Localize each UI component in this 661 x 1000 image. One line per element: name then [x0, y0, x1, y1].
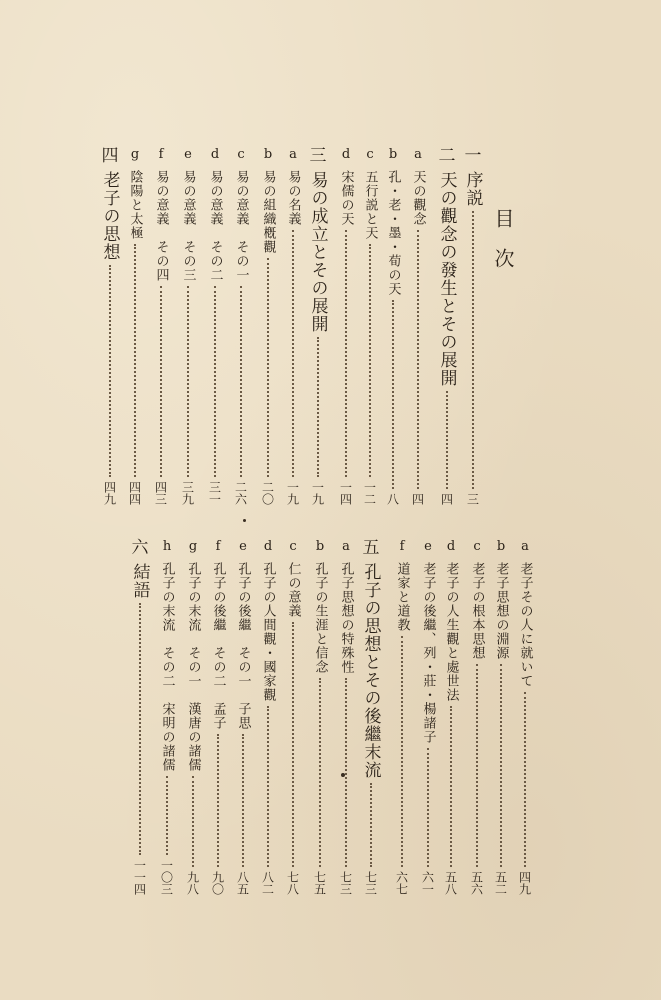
- dot-leader: [370, 783, 372, 867]
- toc-entry-page-number: 一二: [362, 481, 377, 505]
- dot-leader: [292, 230, 294, 477]
- toc-entry: [231, 540, 255, 895]
- toc-entry: [149, 148, 173, 505]
- toc-entry-marker: a: [289, 147, 297, 162]
- dot-leader: [319, 678, 321, 867]
- dot-leader: [217, 734, 219, 867]
- dot-leader: [240, 286, 242, 477]
- toc-entry: [461, 148, 485, 505]
- toc-entry-page-number: 四九: [102, 481, 117, 505]
- page-title: 目次: [491, 208, 515, 288]
- toc-entry-label: 老子その人に就いて: [517, 562, 533, 688]
- toc-entry-label: 結語: [129, 563, 150, 599]
- toc-entry-page-number: 五二: [493, 871, 508, 895]
- toc-entry-marker: e: [184, 147, 192, 162]
- toc-entry-label: 天の觀念: [410, 170, 426, 226]
- dot-leader: [292, 622, 294, 867]
- toc-entry-page-number: 二〇: [260, 481, 275, 505]
- toc-entry: [358, 148, 382, 505]
- toc-entry-label: 五行説と天: [362, 170, 378, 240]
- toc-entry: [489, 540, 513, 895]
- toc-entry-page-number: 八: [385, 493, 400, 505]
- toc-entry-marker: c: [237, 147, 245, 162]
- toc-entry-marker: a: [414, 147, 422, 162]
- toc-entry-marker: f: [215, 539, 221, 554]
- toc-entry-marker: b: [263, 147, 273, 162]
- toc-entry-label: 孔子の後繼 その二 孟子: [210, 562, 226, 730]
- dot-leader: [109, 265, 111, 477]
- toc-entry-label: 仁の意義: [285, 562, 301, 618]
- toc-entry-marker: 五: [362, 538, 380, 558]
- paper-speck: [243, 519, 246, 522]
- toc-entry: [256, 148, 280, 505]
- toc-entry-label: 老子の人生觀と處世法: [443, 562, 459, 702]
- dot-leader: [472, 211, 474, 489]
- toc-entry-label: 老子思想の淵源: [493, 562, 509, 660]
- toc-entry: [206, 540, 230, 895]
- toc-entry: [416, 540, 440, 895]
- toc-entry-marker: f: [158, 147, 164, 162]
- toc-entry: [281, 540, 305, 895]
- toc-entry: [306, 148, 330, 505]
- toc-entry-label: 易の組織槪觀: [260, 170, 276, 254]
- dot-leader: [345, 678, 347, 867]
- toc-entry: [176, 148, 200, 505]
- dot-leader: [139, 603, 141, 855]
- toc-entry-marker: c: [289, 539, 297, 554]
- toc-entry: [381, 148, 405, 505]
- dot-leader: [242, 734, 244, 867]
- toc-entry-page-number: 四九: [517, 871, 532, 895]
- dot-leader: [317, 337, 319, 477]
- toc-entry-page-number: 三一: [207, 481, 222, 505]
- toc-entry-label: 陰陽と太極: [127, 170, 143, 240]
- toc-entry-marker: e: [424, 539, 432, 554]
- toc-entry-page-number: 一九: [310, 481, 325, 505]
- toc-entry: [98, 148, 122, 505]
- toc-entry-marker: d: [446, 539, 456, 554]
- dot-leader: [417, 230, 419, 489]
- dot-leader: [267, 258, 269, 477]
- toc-entry: [229, 148, 253, 505]
- toc-entry: [390, 540, 414, 895]
- dot-leader: [214, 286, 216, 477]
- dot-leader: [166, 776, 168, 855]
- dot-leader: [134, 244, 136, 477]
- toc-entry: [465, 540, 489, 895]
- toc-entry-marker: c: [366, 147, 374, 162]
- toc-entry-marker: 一: [464, 146, 482, 166]
- toc-entry-label: 孔子思想の特殊性: [338, 562, 354, 674]
- toc-entry-label: 易の意義 その四: [153, 170, 169, 282]
- toc-entry-marker: 二: [438, 146, 456, 166]
- toc-entry-marker: f: [399, 539, 405, 554]
- toc-entry-marker: h: [162, 539, 172, 554]
- toc-entry-page-number: 一四: [338, 481, 353, 505]
- dot-leader: [160, 286, 162, 477]
- toc-entry: [334, 148, 358, 505]
- toc-entry: [334, 540, 358, 895]
- toc-entry-marker: b: [315, 539, 325, 554]
- toc-entry: [281, 148, 305, 505]
- toc-entry-marker: 六: [131, 538, 149, 558]
- toc-entry-marker: b: [496, 539, 506, 554]
- toc-entry: [439, 540, 463, 895]
- toc-entry-marker: d: [341, 147, 351, 162]
- toc-entry-page-number: 二六: [233, 481, 248, 505]
- toc-entry: [359, 540, 383, 895]
- toc-entry-marker: d: [210, 147, 220, 162]
- toc-entry-marker: g: [188, 539, 198, 554]
- toc-entry-page-number: 三九: [180, 481, 195, 505]
- toc-entry: [123, 148, 147, 505]
- dot-leader: [446, 391, 448, 489]
- toc-entry: [406, 148, 430, 505]
- dot-leader: [401, 636, 403, 867]
- toc-entry-label: 老子の根本思想: [469, 562, 485, 660]
- toc-entry-marker: a: [521, 539, 529, 554]
- toc-entry-page-number: 六一: [420, 871, 435, 895]
- toc-entry: [435, 148, 459, 505]
- toc-entry-label: 易の成立とその展開: [307, 171, 328, 333]
- toc-entry-page-number: 五八: [443, 871, 458, 895]
- dot-leader: [392, 300, 394, 489]
- toc-entry-marker: e: [239, 539, 247, 554]
- toc-entry-marker: g: [130, 147, 140, 162]
- dot-leader: [427, 748, 429, 867]
- toc-entry-label: 孔・老・墨・荀の天: [385, 170, 401, 296]
- dot-leader: [500, 664, 502, 867]
- dot-leader: [524, 692, 526, 867]
- toc-entry-label: 孔子の後繼 その一 子思: [235, 562, 251, 730]
- toc-entry-page-number: 八二: [260, 871, 275, 895]
- toc-entry: [308, 540, 332, 895]
- dot-leader: [476, 664, 478, 867]
- dot-leader: [345, 230, 347, 477]
- toc-entry-page-number: 七三: [363, 871, 378, 895]
- toc-entry-label: 易の意義 その二: [207, 170, 223, 282]
- toc-entry-label: 孔子の末流 その一 漢唐の諸儒: [185, 562, 201, 772]
- toc-entry: [155, 540, 179, 895]
- toc-entry-marker: d: [263, 539, 273, 554]
- toc-entry: [203, 148, 227, 505]
- toc-entry-page-number: 一〇三: [159, 859, 174, 895]
- toc-entry-label: 序説: [462, 171, 483, 207]
- dot-leader: [187, 286, 189, 477]
- toc-entry-page-number: 四四: [127, 481, 142, 505]
- toc-entry-marker: 四: [101, 146, 119, 166]
- toc-entry-label: 易の意義 その一: [233, 170, 249, 282]
- toc-entry: [513, 540, 537, 895]
- toc-entry-page-number: 一一四: [132, 859, 147, 895]
- toc-entry: [181, 540, 205, 895]
- toc-entry-label: 天の觀念の發生とその展開: [436, 171, 457, 387]
- toc-entry-label: 道家と道教: [394, 562, 410, 632]
- toc-entry-page-number: 九八: [185, 871, 200, 895]
- toc-entry-label: 宋儒の天: [338, 170, 354, 226]
- toc-entry-page-number: 四三: [153, 481, 168, 505]
- toc-entry-marker: b: [388, 147, 398, 162]
- toc-entry-page-number: 八五: [235, 871, 250, 895]
- toc-entry-marker: a: [342, 539, 350, 554]
- toc-entry-page-number: 九〇: [210, 871, 225, 895]
- toc-entry-label: 孔子の人間觀・國家觀: [260, 562, 276, 702]
- toc-entry-label: 孔子の末流 その二 宋明の諸儒: [159, 562, 175, 772]
- toc-entry-marker: c: [473, 539, 481, 554]
- toc-entry-label: 老子の思想: [99, 171, 120, 261]
- toc-entry-page-number: 六七: [394, 871, 409, 895]
- toc-entry-label: 易の意義 その三: [180, 170, 196, 282]
- toc-entry-page-number: 四: [410, 493, 425, 505]
- dot-leader: [192, 776, 194, 867]
- dot-leader: [369, 244, 371, 477]
- toc-entry-label: 老子の後繼、列・莊・楊諸子: [420, 562, 436, 744]
- toc-entry-label: 易の名義: [285, 170, 301, 226]
- paper-speck: [341, 773, 345, 777]
- toc-entry-page-number: 四: [439, 493, 454, 505]
- dot-leader: [267, 706, 269, 867]
- toc-entry: [128, 540, 152, 895]
- toc-entry: [256, 540, 280, 895]
- toc-entry-page-number: 七五: [312, 871, 327, 895]
- toc-entry-label: 孔子の生涯と信念: [312, 562, 328, 674]
- toc-entry-marker: 三: [309, 146, 327, 166]
- dot-leader: [450, 706, 452, 867]
- toc-entry-page-number: 一九: [285, 481, 300, 505]
- toc-entry-page-number: 三: [465, 493, 480, 505]
- toc-entry-page-number: 五六: [469, 871, 484, 895]
- toc-entry-page-number: 七八: [285, 871, 300, 895]
- toc-entry-page-number: 七三: [338, 871, 353, 895]
- toc-entry-label: 孔子の思想とその後繼末流: [360, 563, 381, 779]
